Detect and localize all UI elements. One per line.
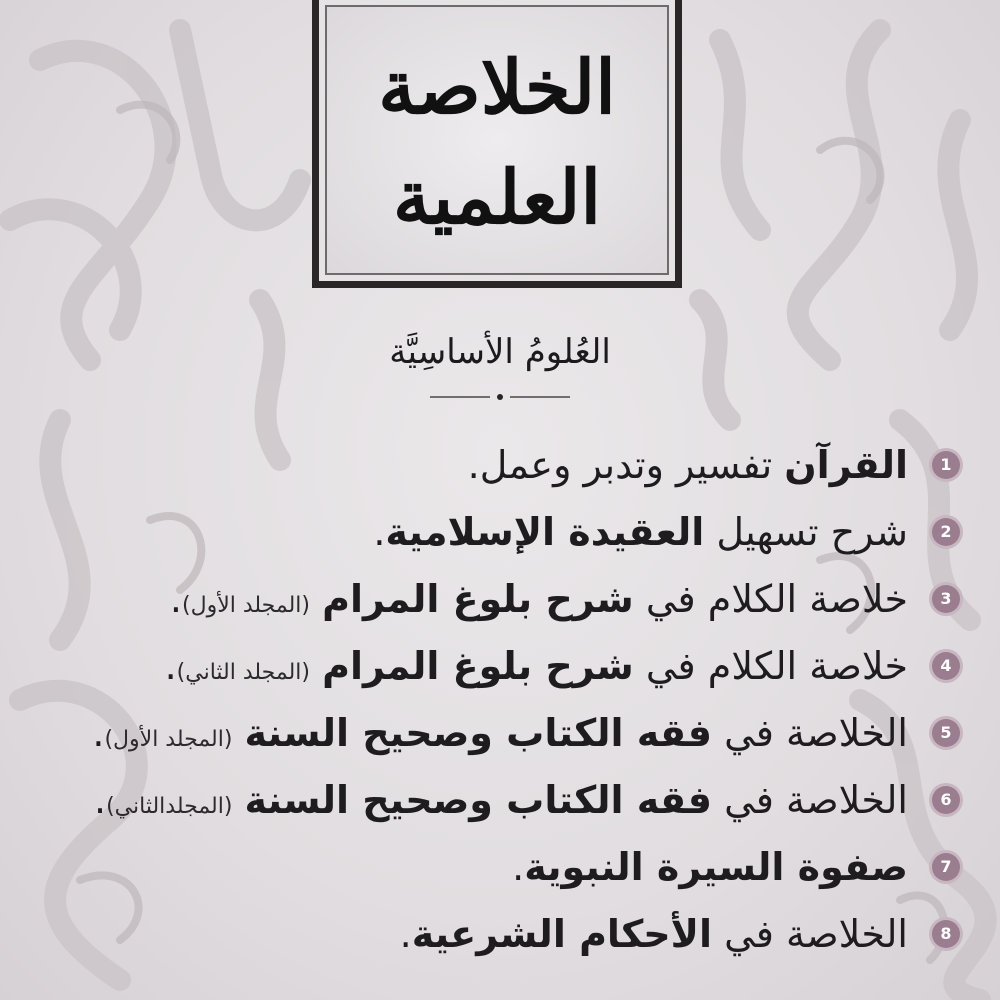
- list-item: [40, 639, 970, 706]
- list-item: [40, 773, 970, 840]
- item-number-badge: 4: [932, 652, 960, 680]
- book-title-plain: الخلاصة في: [712, 778, 908, 822]
- item-number-badge: 7: [932, 853, 960, 881]
- book-title-bold: فقه الكتاب وصحيح السنة: [244, 711, 713, 755]
- list-item: [40, 907, 970, 974]
- book-title-bold: شرح بلوغ المرام: [322, 644, 634, 688]
- series-title-line-1: الخلاصة: [378, 45, 616, 131]
- book-title-end: .: [169, 577, 182, 621]
- title-frame-inner: [325, 5, 669, 275]
- item-number-badge: 8: [932, 920, 960, 948]
- book-title-rest: [310, 644, 322, 688]
- book-title: [400, 911, 908, 964]
- book-title: [94, 777, 908, 830]
- book-title-bold: الأحكام الشرعية: [411, 912, 713, 956]
- divider-ornament-icon: [430, 392, 570, 402]
- book-title-rest: [310, 577, 322, 621]
- book-title-bold: فقه الكتاب وصحيح السنة: [244, 778, 713, 822]
- book-title: [468, 442, 908, 495]
- volume-note: (المجلد الأول): [104, 727, 233, 752]
- list-item: [40, 505, 970, 572]
- list-item: [40, 572, 970, 639]
- volume-note: (المجلد الثاني): [176, 660, 310, 685]
- book-title-plain: خلاصة الكلام في: [633, 644, 908, 688]
- book-title-end: .: [399, 912, 412, 956]
- book-title-end: .: [467, 443, 480, 487]
- book-title-bold: صفوة السيرة النبوية: [524, 845, 908, 889]
- book-title: [92, 710, 908, 763]
- item-number-badge: 2: [932, 518, 960, 546]
- book-title-bold: القرآن: [784, 443, 908, 487]
- book-title-plain: شرح تسهيل: [704, 510, 908, 554]
- book-title-plain: الخلاصة في: [712, 711, 908, 755]
- title-frame: [312, 0, 682, 288]
- book-title-end: .: [164, 644, 177, 688]
- book-title-rest: تفسير وتدبر وعمل: [479, 443, 785, 487]
- item-number-badge: 5: [932, 719, 960, 747]
- volume-note: (المجلدالثاني): [106, 794, 233, 819]
- book-title-end: .: [94, 778, 107, 822]
- book-title-rest: [232, 711, 244, 755]
- book-title-bold: شرح بلوغ المرام: [322, 577, 634, 621]
- book-title-plain: خلاصة الكلام في: [633, 577, 908, 621]
- list-item: [40, 706, 970, 773]
- book-title-bold: العقيدة الإسلامية: [385, 510, 705, 554]
- book-title: [512, 844, 908, 897]
- book-title-end: .: [512, 845, 525, 889]
- list-item: [40, 438, 970, 505]
- book-title: [373, 509, 908, 562]
- book-title: [165, 643, 908, 696]
- book-title-end: .: [92, 711, 105, 755]
- item-number-badge: 1: [932, 451, 960, 479]
- book-list: [40, 438, 970, 974]
- book-title-plain: الخلاصة في: [712, 912, 908, 956]
- item-number-badge: 3: [932, 585, 960, 613]
- book-title-end: .: [373, 510, 386, 554]
- book-title-rest: [232, 778, 244, 822]
- volume-note: (المجلد الأول): [182, 593, 310, 618]
- book-title: [170, 576, 908, 629]
- item-number-badge: 6: [932, 786, 960, 814]
- series-title-line-2: العلمية: [392, 155, 602, 241]
- section-subtitle: العُلومُ الأساسِيَّة: [389, 332, 611, 372]
- list-item: [40, 840, 970, 907]
